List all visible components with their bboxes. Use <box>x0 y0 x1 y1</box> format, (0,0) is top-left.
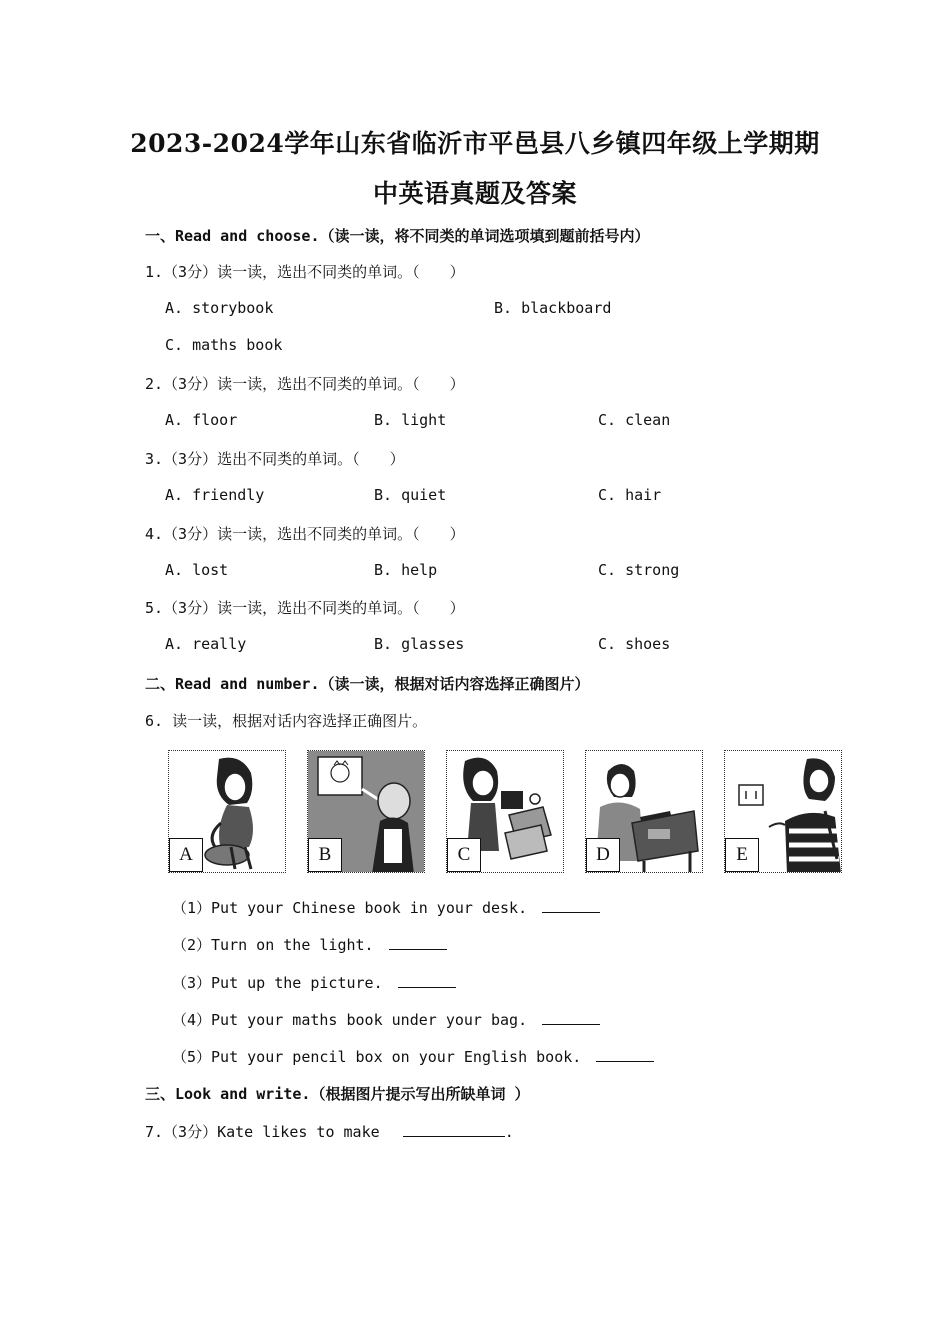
question-7-stem: 7.（3分）Kate likes to make <box>145 1123 380 1141</box>
item-2-answer-blank[interactable] <box>389 935 447 950</box>
question-2-option-a: A. floor <box>165 411 238 429</box>
item-5-answer-blank[interactable] <box>596 1047 654 1062</box>
question-1-option-b: B. blackboard <box>494 299 612 317</box>
question-1-stem: 1.（3分）读一读，选出不同类的单词。（ ） <box>145 263 465 281</box>
question-5-option-b: B. glasses <box>374 635 465 653</box>
question-5-option-a: A. really <box>165 635 247 653</box>
question-1-option-a: A. storybook <box>165 299 274 317</box>
item-1-answer-blank[interactable] <box>542 898 600 913</box>
question-3-option-c: C. hair <box>598 486 662 504</box>
question-2-stem: 2.（3分）读一读，选出不同类的单词。（ ） <box>145 375 465 393</box>
picture-c <box>446 750 564 873</box>
item-4-text: （4）Put your maths book under your bag. <box>172 1011 528 1029</box>
question-6-stem: 6. 读一读，根据对话内容选择正确图片。 <box>145 712 428 730</box>
question-7-period: . <box>504 1123 514 1141</box>
question-4-option-a: A. lost <box>165 561 229 579</box>
question-3-option-a: A. friendly <box>165 486 265 504</box>
question-4-option-b: B. help <box>374 561 438 579</box>
question-2-option-b: B. light <box>374 411 447 429</box>
page-title-line-1: 2023-2024学年山东省临沂市平邑县八乡镇四年级上学期期 <box>130 129 820 158</box>
question-4-option-c: C. strong <box>598 561 680 579</box>
item-3-text: （3）Put up the picture. <box>172 974 383 992</box>
question-7 <box>145 1121 514 1142</box>
section-2-heading: 二、Read and number.（读一读，根据对话内容选择正确图片） <box>145 675 590 693</box>
question-5-stem: 5.（3分）读一读，选出不同类的单词。（ ） <box>145 599 465 617</box>
picture-d <box>585 750 703 873</box>
question-6-item-3 <box>172 972 456 993</box>
picture-c-label: C <box>447 838 481 872</box>
picture-b-label: B <box>308 838 342 872</box>
item-3-answer-blank[interactable] <box>398 973 456 988</box>
picture-e <box>724 750 842 873</box>
question-2-option-c: C. clean <box>598 411 671 429</box>
section-1-heading: 一、Read and choose.（读一读，将不同类的单词选项填到题前括号内） <box>145 227 650 245</box>
page-title-line-2: 中英语真题及答案 <box>372 179 577 208</box>
item-4-answer-blank[interactable] <box>542 1010 600 1025</box>
question-7-answer-blank[interactable] <box>403 1122 505 1137</box>
picture-d-label: D <box>586 838 620 872</box>
question-3-option-b: B. quiet <box>374 486 447 504</box>
question-6-item-1 <box>172 897 600 918</box>
picture-e-label: E <box>725 838 759 872</box>
item-2-text: （2）Turn on the light. <box>172 936 374 954</box>
question-1-option-c: C. maths book <box>165 336 283 354</box>
question-5-option-c: C. shoes <box>598 635 671 653</box>
picture-b <box>307 750 425 873</box>
question-6-item-4 <box>172 1009 600 1030</box>
question-3-stem: 3.（3分）选出不同类的单词。（ ） <box>145 450 405 468</box>
question-6-item-2 <box>172 934 447 955</box>
item-1-text: （1）Put your Chinese book in your desk. <box>172 899 528 917</box>
picture-a <box>168 750 286 873</box>
question-6-item-5 <box>172 1046 654 1067</box>
item-5-text: （5）Put your pencil box on your English book. <box>172 1048 582 1066</box>
section-3-heading: 三、Look and write.（根据图片提示写出所缺单词 ） <box>145 1085 530 1103</box>
picture-a-label: A <box>169 838 203 872</box>
question-4-stem: 4.（3分）读一读，选出不同类的单词。（ ） <box>145 525 465 543</box>
